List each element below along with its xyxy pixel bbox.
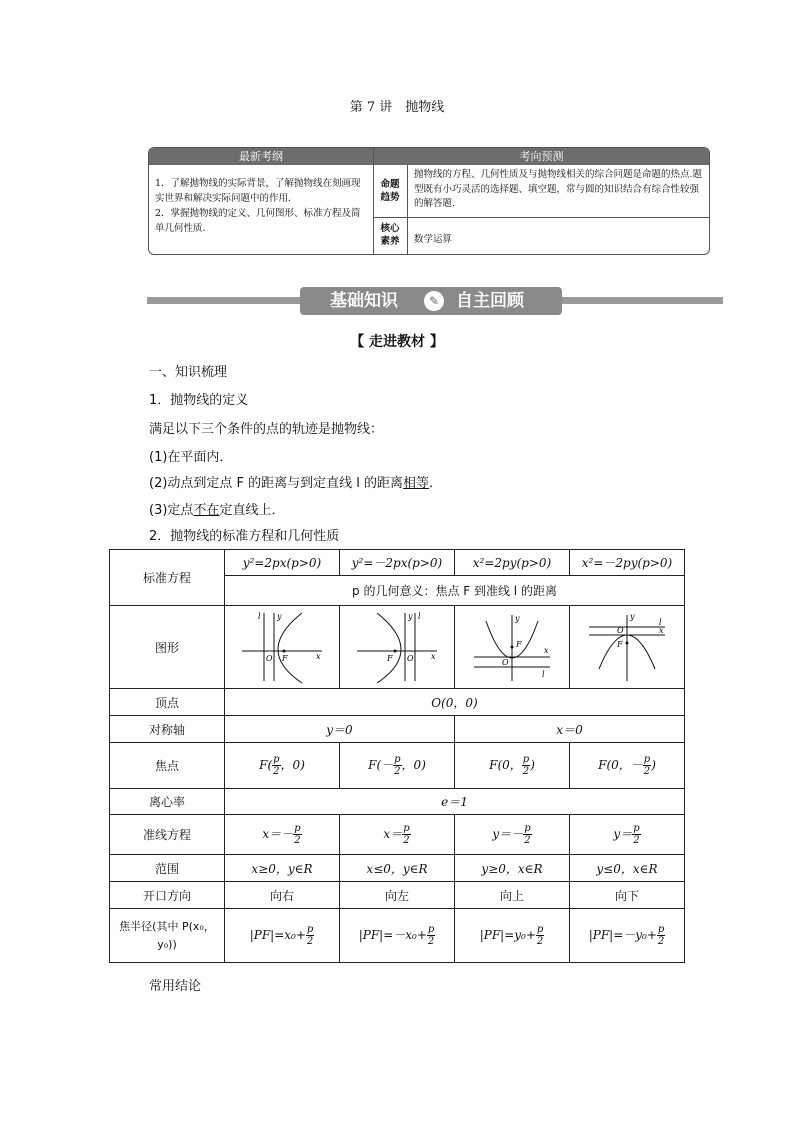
parabola-left-graph [347, 607, 447, 685]
directrix-cell: x＝ $\frac{p}{2}$ [340, 815, 455, 855]
opening-cell: 向上 [455, 882, 570, 909]
row-label: 顶点 [110, 689, 225, 716]
section-title: 【 走进教材 】 [350, 334, 444, 350]
eccentricity-cell: e＝1 [225, 789, 685, 815]
row-label: 准线方程 [110, 815, 225, 855]
svg-text:F: F [617, 639, 623, 649]
radius-cell: |PF|=x₀+ $\frac{p}{2}$ [225, 909, 340, 963]
row-label: 离心率 [110, 789, 225, 815]
svg-text:y: y [515, 613, 520, 623]
svg-text:y: y [277, 611, 282, 621]
table-row [110, 743, 685, 789]
pen-icon: ✎ [424, 291, 444, 311]
focus-cell: F( $\frac{p}{2}$ ，0) [225, 743, 340, 789]
svg-text:O: O [502, 657, 509, 667]
svg-text:F: F [387, 653, 393, 663]
radius-cell: |PF|=y₀+ $\frac{p}{2}$ [455, 909, 570, 963]
svg-text:l: l [258, 611, 261, 621]
equation-cell: x²=2py(p>0) [455, 550, 570, 576]
row-label: 范围 [110, 855, 225, 882]
condition-1: (1)在平面内． [149, 450, 233, 465]
heading-definition: 1．抛物线的定义 [149, 393, 249, 408]
outline-header: 最新考纲 [149, 148, 373, 165]
equation-cell: y²=2px(p>0) [225, 550, 340, 576]
properties-table [109, 549, 685, 963]
row-label: 焦点 [110, 743, 225, 789]
heading-properties: 2．抛物线的标准方程和几何性质 [149, 529, 340, 544]
directrix-cell: y＝ $\frac{p}{2}$ [570, 815, 685, 855]
focus-cell: F(0， $\frac{p}{2}$ ) [455, 743, 570, 789]
svg-text:F: F [282, 653, 288, 663]
banner-right-text: 自主回顾 [456, 291, 524, 311]
blank-answer: 相等 [403, 476, 430, 491]
core-text: 数学运算 [414, 234, 453, 245]
outline-item: 2．掌握抛物线的定义、几何图形、标准方程及简单几何性质． [155, 208, 361, 234]
directrix-cell: y＝－ $\frac{p}{2}$ [455, 815, 570, 855]
row-label: 标准方程 [110, 550, 225, 606]
opening-cell: 向右 [225, 882, 340, 909]
svg-text:l: l [659, 617, 662, 627]
row-label: 开口方向 [110, 882, 225, 909]
row-label: 焦半径(其中 P(x₀，y₀)) [110, 909, 225, 963]
divider [407, 165, 408, 254]
graph-cell [570, 606, 685, 689]
range-cell: x≥0，y∈R [225, 855, 340, 882]
svg-text:l: l [542, 669, 545, 679]
condition-3: (3)定点不在定直线上． [149, 503, 285, 518]
range-cell: x≤0，y∈R [340, 855, 455, 882]
forecast-header: 考向预测 [374, 148, 709, 165]
parabola-down-graph [577, 607, 677, 685]
blank-answer: 不在 [193, 503, 220, 518]
svg-text:O: O [266, 653, 273, 663]
radius-cell: |PF|=－x₀+ $\frac{p}{2}$ [340, 909, 455, 963]
focus-cell: F(0，－ $\frac{p}{2}$ ) [570, 743, 685, 789]
range-cell: y≥0，x∈R [455, 855, 570, 882]
equation-cell: y²=－2px(p>0) [340, 550, 455, 576]
table-row [110, 689, 685, 716]
svg-text:l: l [418, 611, 421, 621]
table-row [110, 550, 685, 576]
graph-cell [455, 606, 570, 689]
svg-text:y: y [408, 611, 413, 621]
svg-text:x: x [431, 651, 436, 661]
directrix-cell: x＝－ $\frac{p}{2}$ [225, 815, 340, 855]
radius-cell: |PF|=－y₀+ $\frac{p}{2}$ [570, 909, 685, 963]
focus-cell: F(－ $\frac{p}{2}$ ，0) [340, 743, 455, 789]
svg-text:x: x [659, 625, 664, 635]
axis-cell: x＝0 [455, 716, 685, 743]
row-label: 图形 [110, 606, 225, 689]
table-row [110, 815, 685, 855]
divider [373, 148, 374, 254]
equation-cell: x²=－2py(p>0) [570, 550, 685, 576]
exam-outline-box [148, 147, 710, 255]
core-label: 核心素养 [380, 223, 400, 247]
condition-2: (2)动点到定点 F 的距离与到定直线 l 的距离相等． [149, 476, 443, 491]
divider [374, 217, 709, 218]
table-row [110, 909, 685, 963]
banner-left-text: 基础知识 [330, 291, 398, 311]
parabola-right-graph [232, 607, 332, 685]
table-row [110, 882, 685, 909]
svg-text:x: x [544, 645, 549, 655]
heading-knowledge: 一、知识梳理 [149, 365, 228, 380]
outline-list [155, 176, 369, 236]
svg-text:y: y [630, 611, 635, 621]
opening-cell: 向下 [570, 882, 685, 909]
p-meaning: p 的几何意义：焦点 F 到准线 l 的距离 [225, 576, 685, 606]
row-label: 对称轴 [110, 716, 225, 743]
svg-text:O: O [617, 625, 624, 635]
graph-cell [225, 606, 340, 689]
trend-label: 命题趋势 [380, 179, 400, 203]
parabola-up-graph [462, 607, 562, 685]
common-conclusions: 常用结论 [149, 979, 202, 994]
svg-text:O: O [407, 653, 414, 663]
definition-intro: 满足以下三个条件的点的轨迹是抛物线： [149, 422, 384, 437]
table-row [110, 855, 685, 882]
graph-cell [340, 606, 455, 689]
range-cell: y≤0，x∈R [570, 855, 685, 882]
table-row [110, 606, 685, 689]
opening-cell: 向左 [340, 882, 455, 909]
trend-text: 抛物线的方程、几何性质及与抛物线相关的综合问题是命题的热点.题型既有小巧灵活的选择题、填空题，常与圆的知识结合有综合性较强的解答题. [414, 169, 703, 209]
table-row [110, 716, 685, 743]
outline-item: 1．了解抛物线的实际背景，了解抛物线在刻画现实世界和解决实际问题中的作用． [155, 178, 361, 204]
svg-text:x: x [316, 651, 321, 661]
page-title: 第 7 讲 抛物线 [349, 100, 445, 115]
section-banner [300, 287, 562, 315]
table-row [110, 789, 685, 815]
axis-cell: y＝0 [225, 716, 455, 743]
svg-text:F: F [516, 639, 522, 649]
vertex-cell: O(0，0) [225, 689, 685, 716]
